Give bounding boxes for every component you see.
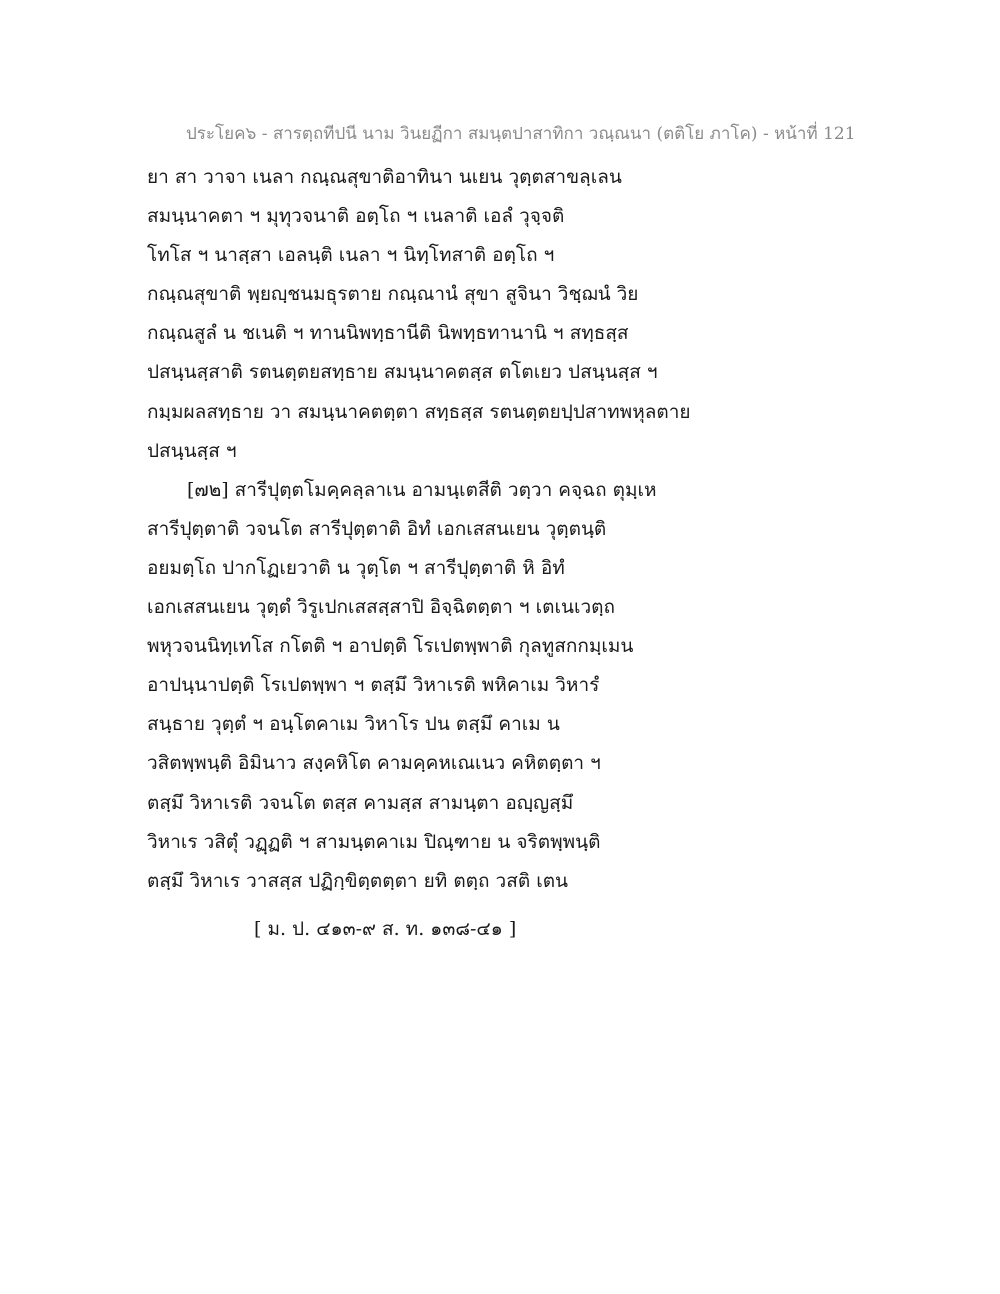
text-line-2: สมนฺนาคตา ฯ มุทุวจนาติ อตฺโถ ฯ เนลาติ เอลํ วุจฺจติ xyxy=(147,205,565,228)
text-line-19: ตสฺมึ วิหาเร วาสสฺส ปฏิกฺขิตฺตตฺตา ยทิ ตตฺถ วสติ เตน xyxy=(147,869,569,892)
text-line-6: ปสนฺนสฺสาติ รตนตฺตยสทฺธาย สมนฺนาคตสฺส ตโตเยว ปสนฺนสฺส ฯ xyxy=(147,361,658,384)
text-line-18: วิหาเร วสิตุํ วฏฺฏติ ฯ สามนฺตคาเม ปิณฺฑาย น จริตพฺพนฺติ xyxy=(147,830,601,853)
text-line-17: ตสฺมึ วิหาเรติ วจนโต ตสฺส คามสฺส สามนฺตา อญฺญสฺมึ xyxy=(147,791,574,814)
text-line-15: สนฺธาย วุตฺตํ ฯ อนฺโตคาเม วิหาโร ปน ตสฺมึ คาเม น xyxy=(147,713,560,736)
source-reference: [ ม. ป. ๔๑๓-๙ ส. ท. ๑๓๘-๔๑ ] xyxy=(254,918,517,940)
text-line-13: พหุวจนนิทฺเทโส กโตติ ฯ อาปตฺติ โรเปตพฺพาติ กุลทูสกกมฺเมน xyxy=(147,635,634,658)
text-line-5: กณฺณสูลํ น ชเนติ ฯ ทานนิพทฺธานีติ นิพทฺธทานานิ ฯ สทฺธสฺส xyxy=(147,322,629,345)
text-line-1: ยา สา วาจา เนลา กณฺณสุขาติอาทินา นเยน วุตฺตสาขลฺเลน xyxy=(147,166,622,188)
body-text xyxy=(147,158,847,901)
text-line-11: อยมตฺโถ ปากโฏเยวาติ น วุตฺโต ฯ สารีปุตฺตาติ หิ อิทํ xyxy=(147,556,565,579)
paragraph-72-first-line: [๗๒] สารีปุตฺตโมคฺคลฺลาเน อามนฺเตสีติ วตฺวา คจฺฉถ ตุมฺเห xyxy=(187,478,657,501)
running-header: ประโยค๖ - สารตฺถทีปนี นาม วินยฏีกา สมนฺตปาสาทิกา วณฺณนา (ตติโย ภาโค) - หน้าที่ 121 xyxy=(186,124,856,144)
text-line-16: วสิตพฺพนฺติ อิมินาว สงฺคหิโต คามคฺคหเณเนว คหิตตฺตา ฯ xyxy=(147,752,601,775)
text-line-14: อาปนฺนาปตฺติ โรเปตพฺพา ฯ ตสฺมึ วิหาเรติ พหิคาเม วิหารํ xyxy=(147,674,600,697)
text-line-10: สารีปุตฺตาติ วจนโต สารีปุตฺตาติ อิทํ เอกเสสนเยน วุตฺตนฺติ xyxy=(147,517,607,540)
text-line-12: เอกเสสนเยน วุตฺตํ วิรูเปกเสสสฺสาปิ อิจฺฉิตตฺตา ฯ เตเนเวตฺถ xyxy=(147,596,615,619)
text-line-7: กมฺมผลสทฺธาย วา สมนฺนาคตตฺตา สทฺธสฺส รตนตฺตยปฺปสาทพหุลตาย xyxy=(147,400,691,423)
text-line-3: โทโส ฯ นาสฺสา เอลนฺติ เนลา ฯ นิทฺโทสาติ อตฺโถ ฯ xyxy=(147,244,555,267)
text-line-8: ปสนฺนสฺส ฯ xyxy=(147,439,237,462)
text-line-4: กณฺณสุขาติ พฺยญฺชนมธุรตาย กณฺณานํ สุขา สูจินา วิชฺฌนํ วิย xyxy=(147,283,639,306)
